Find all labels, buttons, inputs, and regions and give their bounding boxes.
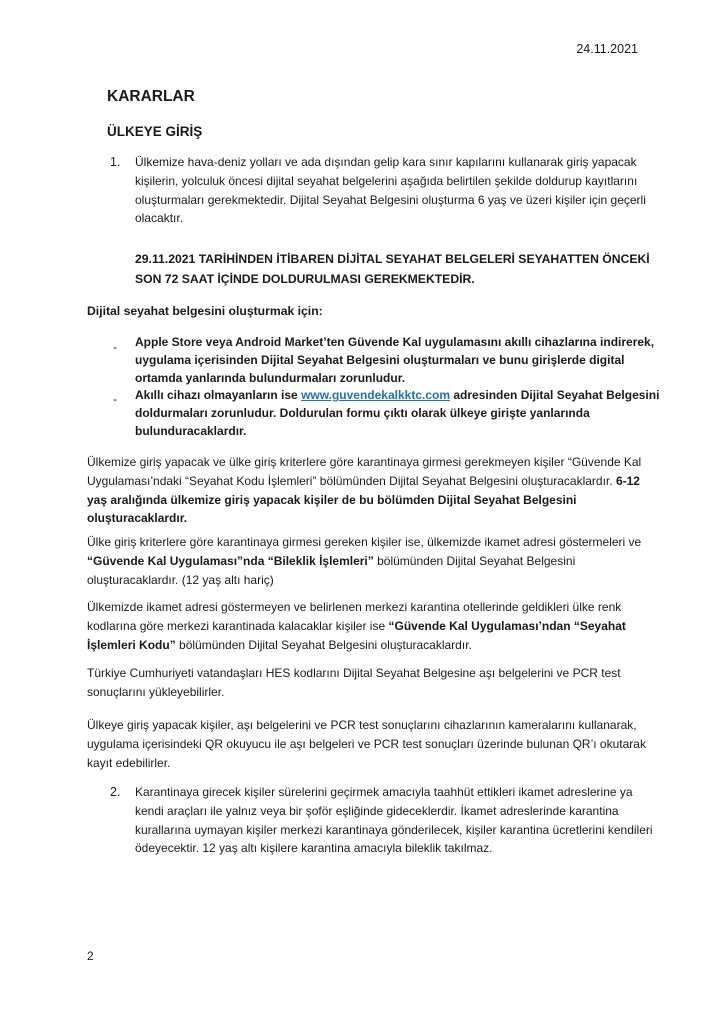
section-title: ÜLKEYE GİRİŞ [107,124,203,139]
paragraph-travel-code: Ülkemize giriş yapacak ve ülke giriş kriterlere göre karantinaya girmesi gerekmeyen kişiler “Güvende Kal Uygulaması’ndaki “Seyahat Kodu İşlemleri” bölümünden Dijital Seyahat Belgesini oluşturacaklardır. 6-12 yaş aralığında ülkemize giriş yapacak kişiler de bu bölümden Dijital Seyahat Belgesini oluşturacaklardır. [87,455,642,526]
bullet-marker: - [113,340,117,354]
page-number: 2 [87,949,94,963]
paragraph-hes-codes: Türkiye Cumhuriyeti vatandaşları HES kodlarını Dijital Seyahat Belgesine aşı belgelerini ve PCR test sonuçlarını yükleyebilirler. [87,666,621,699]
date-notice: 29.11.2021 TARİHİNDEN İTİBAREN DİJİTAL SEYAHAT BELGELERİ SEYAHATTEN ÖNCEKİ SON 72 SAAT İÇİNDE DOLDURULMASI GEREKMEKTEDİR. [135,252,650,286]
page-title: KARARLAR [107,88,195,105]
bullet-marker: - [113,392,117,406]
item-number: 1. [110,155,121,169]
paragraph-central-quarantine: Ülkemizde ikamet adresi göstermeyen ve belirlenen merkezi karantina otellerinde geldikleri ülke renk kodlarına göre merkezi karantinada kalacaklar kişiler ise “Güvende Kal Uygulaması’ndan “Seyahat İşlemleri Kodu” bölümünden Dijital Seyahat Belgesini oluşturacaklardır. [87,600,626,652]
item-number: 2. [110,785,121,799]
item-2-text: Karantinaya girecek kişiler sürelerini geçirmek amacıyla taahhüt ettikleri ikamet adreslerine ya kendi araçları ile yalnız veya bir şoför eşliğinde gideceklerdir. İkamet adreslerinde karantina kurallarına uymayan kişiler merkezi karantinaya gönderilecek, kişiler karantina ücretlerini kendileri ödeyecektir. 12 yaş altı kişilere karantina amacıyla bileklik takılmaz. [135,785,653,856]
item-1-text: Ülkemize hava-deniz yolları ve ada dışından gelip kara sınır kapılarını kullanarak giriş yapacak kişilerin, yolculuk öncesi dijital seyahat belgelerini aşağıda belirtilen şekilde doldurup kayıtlarını oluşturmaları gerekmektedir. Dijital Seyahat Belgesini oluşturma 6 yaş ve üzeri kişiler için geçerli olacaktır. [135,155,646,226]
website-link[interactable]: www.guvendekalkktc.com [301,388,451,402]
bullet-web-instruction: Akıllı cihazı olmayanların ise www.guvendekalkktc.com adresinden Dijital Seyahat Belgesini doldurmaları zorunludur. Doldurulan formu çıktı olarak ülkeye girişte yanlarında bulunduracaklardır. [135,388,660,438]
howto-heading: Dijital seyahat belgesini oluşturmak için: [87,304,323,318]
bullet-app-instruction: Apple Store veya Android Market’ten Güvende Kal uygulamasını akıllı cihazlarına indirerek, uygulama içerisinden Dijital Seyahat Belgesini oluşturmaları ve bunu girişlerde digital ortamda yanlarında bulundurmaları zorunludur. [135,335,655,385]
paragraph-qr-scan: Ülkeye giriş yapacak kişiler, aşı belgelerini ve PCR test sonuçlarını cihazlarının kameralarını kullanarak, uygulama içerisindeki QR okuyucu ile aşı belgeleri ve PCR test sonuçları üzerinde bulunan QR’ı okutarak kayıt edebilirler. [87,718,646,770]
paragraph-bracelet: Ülke giriş kriterlere göre karantinaya girmesi gereken kişiler ise, ülkemizde ikamet adresi göstermeleri ve “Güvende Kal Uygulaması”nda “Bileklik İşlemleri” bölümünden Dijital Seyahat Belgesini oluşturacaklardır. (12 yaş altı hariç) [87,535,642,587]
document-date: 24.11.2021 [576,42,638,56]
